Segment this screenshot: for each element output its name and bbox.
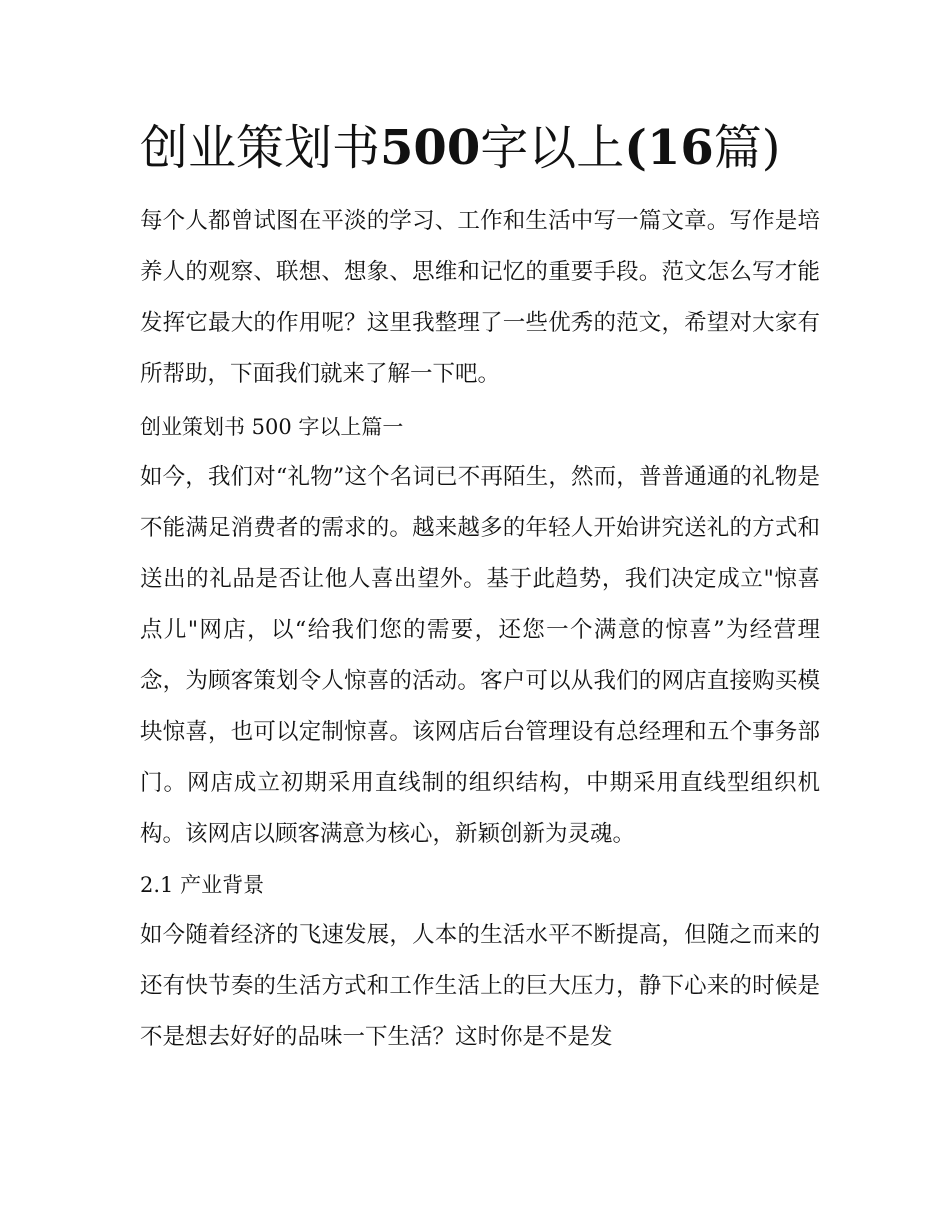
document-page xyxy=(140,112,820,1063)
title-mid: 字以上 xyxy=(480,120,625,176)
title-tail: 篇) xyxy=(713,120,781,176)
title-suffix: (16 xyxy=(624,120,714,176)
document-title xyxy=(140,112,820,184)
section1-paragraph: 如今，我们对“礼物”这个名词已不再陌生，然而，普普通通的礼物是不能满足消费者的需求的。越来越多的年轻人开始讲究送礼的方式和送出的礼品是否让他人喜出望外。基于此趋势，我们决定成立"惊喜点儿"网店，以“给我们您的需要，还您一个满意的惊喜”为经营理念，为顾客策划令人惊喜的活动。客户可以从我们的网店直接购买模块惊喜，也可以定制惊喜。该网店后台管理设有总经理和五个事务部门。网店成立初期采用直线制的组织结构，中期采用直线型组织机构。该网店以顾客满意为核心，新颖创新为灵魂。 xyxy=(140,464,820,847)
section1-heading: 创业策划书 500 字以上篇一 xyxy=(140,415,404,439)
section2-paragraph: 如今随着经济的飞速发展，人本的生活水平不断提高，但随之而来的还有快节奏的生活方式和工作生活上的巨大压力，静下心来的时候是不是想去好好的品味一下生活？这时你是不是发 xyxy=(140,922,820,1050)
intro-paragraph: 每个人都曾试图在平淡的学习、工作和生活中写一篇文章。写作是培养人的观察、联想、想象、思维和记忆的重要手段。范文怎么写才能发挥它最大的作用呢？这里我整理了一些优秀的范文，希望对大家有所帮助，下面我们就来了解一下吧。 xyxy=(140,208,820,387)
section2-heading: 2.1 产业背景 xyxy=(140,873,265,897)
title-number: 500 xyxy=(380,120,481,176)
title-prefix: 创业策划书 xyxy=(140,120,381,176)
